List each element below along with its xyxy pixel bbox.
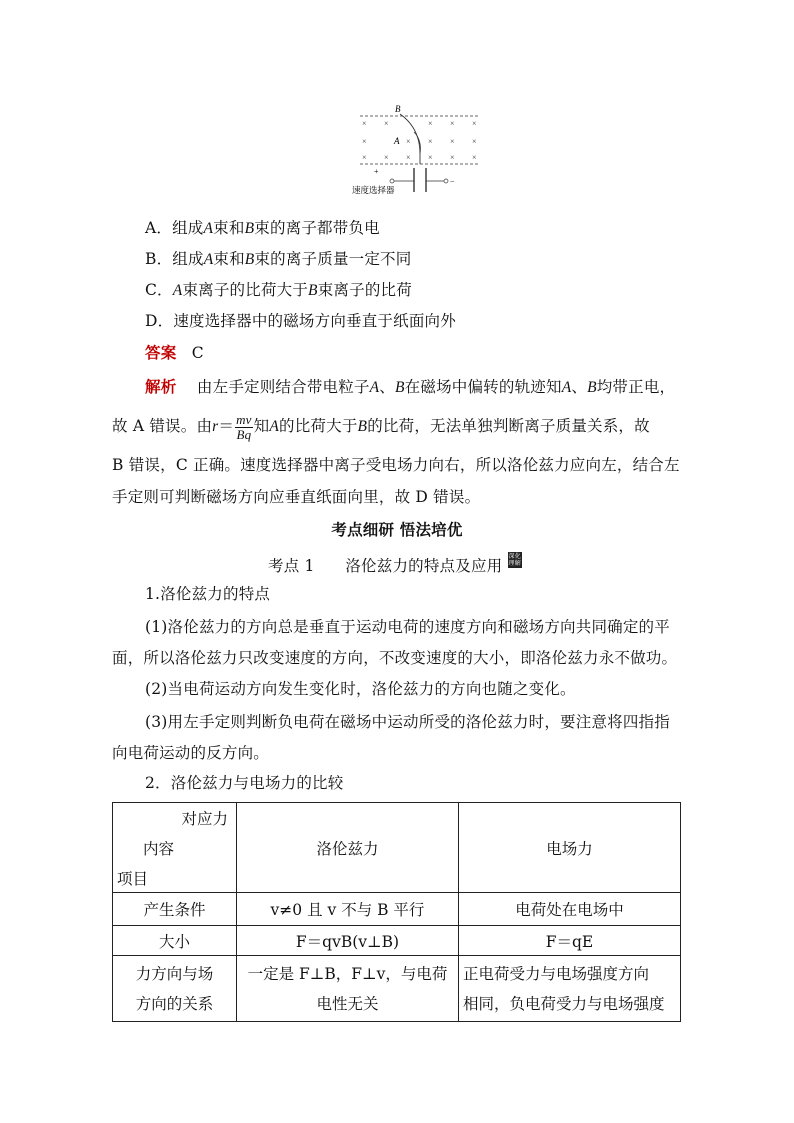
option-a: A．组成A束和B束的离子都带负电	[145, 219, 380, 237]
table-header-row	[113, 803, 681, 893]
svg-text:×: ×	[450, 119, 455, 128]
point-label: 考点 1	[268, 557, 315, 575]
svg-text:×: ×	[472, 137, 477, 146]
analysis-line-3: B 错误，C 正确。速度选择器中离子受电场力向右，所以洛伦兹力应向左，结合左	[112, 456, 680, 474]
diagram-svg	[340, 100, 500, 196]
header-lorentz-force: 洛伦兹力	[237, 803, 459, 893]
svg-text:×: ×	[406, 137, 411, 146]
velocity-selector-diagram	[340, 100, 500, 196]
section-title: 考点细研 悟法培优	[331, 520, 463, 539]
option-d: D．速度选择器中的磁场方向垂直于纸面向外	[145, 312, 456, 330]
svg-text:×: ×	[428, 119, 433, 128]
comparison-table	[112, 802, 681, 1022]
terminal-right	[444, 179, 448, 183]
deepen-understanding-tag: 深化 理解	[508, 553, 521, 567]
answer-label: 答案	[145, 343, 177, 362]
minus-sign: −	[450, 177, 455, 186]
point-title: 洛伦兹力的特点及应用	[345, 557, 503, 575]
svg-text:×: ×	[450, 153, 455, 162]
comparison-heading: 2．洛伦兹力与电场力的比较	[145, 774, 344, 792]
fraction-mv-bq: $\frac{mv}{Bq}$	[236, 411, 252, 442]
table-row: 大小 F＝qvB(v⊥B) F＝qE	[113, 926, 681, 956]
answer-value: C	[191, 344, 204, 362]
svg-text:×: ×	[406, 153, 411, 162]
point-heading	[268, 552, 522, 576]
table-row: 产生条件 v≠0 且 v 不与 B 平行 电荷处在电场中	[113, 893, 681, 926]
feature-3-line-1: (3)用左手定则判断负电荷在磁场中运动所受的洛伦兹力时，要注意将四指指	[145, 713, 670, 731]
corner-cell: 对应力 内容 项目	[113, 803, 237, 893]
svg-text:×: ×	[428, 153, 433, 162]
svg-text:×: ×	[472, 119, 477, 128]
label-b: B	[395, 104, 401, 114]
header-electric-force: 电场力	[459, 803, 681, 893]
svg-text:×: ×	[362, 137, 367, 146]
feature-1-line-2: 面，所以洛伦兹力只改变速度的方向，不改变速度的大小，即洛伦兹力永不做功。	[112, 649, 678, 667]
svg-text:×: ×	[472, 153, 477, 162]
analysis-line-2: 故 A 错误。由r＝ $\frac{mv}{Bq}$ 知A的比荷大于B的比荷，无法单独判断离子质量关系，故	[112, 411, 650, 442]
features-heading: 1.洛伦兹力的特点	[145, 585, 271, 603]
label-a: A	[394, 136, 400, 146]
plus-sign: +	[374, 167, 379, 176]
feature-1-line-1: (1)洛伦兹力的方向总是垂直于运动电荷的速度方向和磁场方向共同确定的平	[145, 618, 670, 636]
terminal-left	[390, 179, 394, 183]
analysis-line-1: 解析 由左手定则结合带电粒子A、B在磁场中偏转的轨迹知A、B均带正电，	[145, 377, 676, 396]
option-b: B．组成A束和B束的离子质量一定不同	[145, 250, 412, 268]
option-c: C．A束离子的比荷大于B束离子的比荷	[145, 281, 412, 299]
svg-text:×: ×	[450, 137, 455, 146]
svg-text:×: ×	[384, 119, 389, 128]
svg-text:×: ×	[362, 153, 367, 162]
svg-text:×: ×	[384, 153, 389, 162]
diagram-caption: 速度选择器	[352, 185, 395, 195]
answer	[145, 343, 204, 363]
svg-text:×: ×	[362, 119, 367, 128]
feature-2: (2)当电荷运动方向发生变化时，洛伦兹力的方向也随之变化。	[145, 680, 576, 698]
svg-text:×: ×	[428, 137, 433, 146]
analysis-line-4: 手定则可判断磁场方向应垂直纸面向里，故 D 错误。	[112, 488, 481, 506]
feature-3-line-2: 向电荷运动的反方向。	[112, 744, 270, 762]
table-row: 力方向与场 方向的关系 一定是 F⊥B，F⊥v，与电荷 电性无关 正电荷受力与电场强度方向 相同，负电荷受力与电场强度	[113, 956, 681, 1022]
